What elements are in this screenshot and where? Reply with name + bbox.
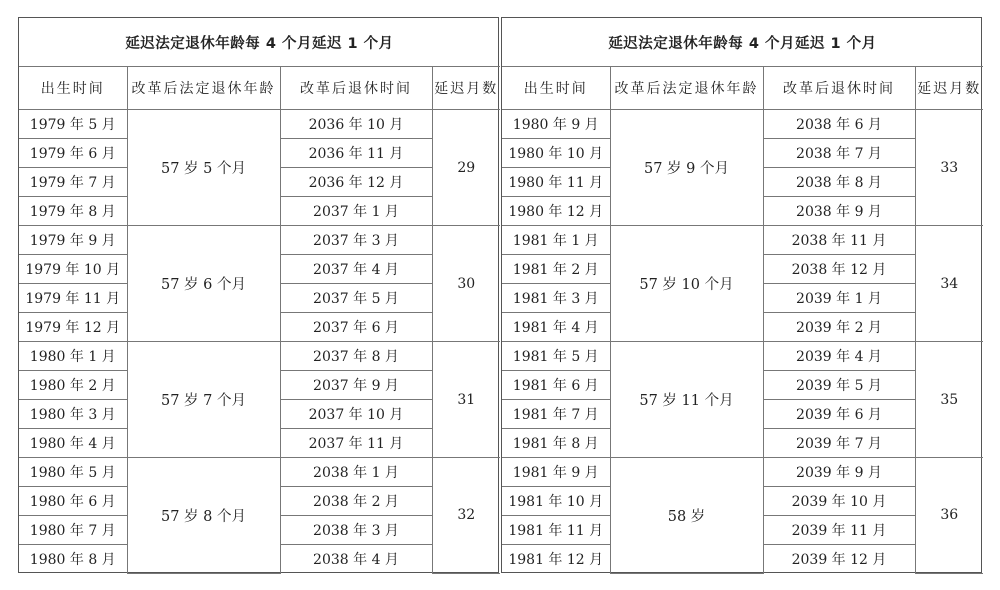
table-title-row — [502, 18, 983, 67]
delay-months-cell: 36 — [915, 458, 983, 574]
birth-date-cell: 1980 年 8 月 — [19, 545, 127, 574]
retirement-age-cell: 57 岁 11 个月 — [610, 342, 763, 458]
delay-months-cell: 33 — [915, 110, 983, 226]
retirement-date-cell: 2038 年 9 月 — [763, 197, 915, 226]
retirement-date-cell: 2037 年 9 月 — [280, 371, 432, 400]
table-row — [502, 458, 983, 487]
document-page — [18, 17, 982, 573]
birth-date-cell: 1979 年 11 月 — [19, 284, 127, 313]
table-row — [19, 226, 500, 255]
birth-date-cell: 1980 年 7 月 — [19, 516, 127, 545]
header-delay-months: 延迟月数 — [915, 67, 983, 110]
retirement-age-cell: 57 岁 9 个月 — [610, 110, 763, 226]
delay-months-cell: 35 — [915, 342, 983, 458]
birth-date-cell: 1980 年 2 月 — [19, 371, 127, 400]
retirement-date-cell: 2036 年 12 月 — [280, 168, 432, 197]
birth-date-cell: 1979 年 5 月 — [19, 110, 127, 139]
delay-months-cell: 29 — [432, 110, 500, 226]
retirement-date-cell: 2038 年 4 月 — [280, 545, 432, 574]
retirement-age-cell: 58 岁 — [610, 458, 763, 574]
retirement-date-cell: 2039 年 7 月 — [763, 429, 915, 458]
birth-date-cell: 1981 年 10 月 — [502, 487, 610, 516]
table-row — [19, 342, 500, 371]
table-title: 延迟法定退休年龄每 4 个月延迟 1 个月 — [19, 18, 500, 67]
left-retirement-table — [19, 18, 500, 574]
header-delay-months: 延迟月数 — [432, 67, 500, 110]
birth-date-cell: 1981 年 3 月 — [502, 284, 610, 313]
table-title: 延迟法定退休年龄每 4 个月延迟 1 个月 — [502, 18, 983, 67]
birth-date-cell: 1981 年 5 月 — [502, 342, 610, 371]
birth-date-cell: 1981 年 8 月 — [502, 429, 610, 458]
header-birth-date: 出生时间 — [502, 67, 610, 110]
birth-date-cell: 1980 年 10 月 — [502, 139, 610, 168]
retirement-date-cell: 2038 年 2 月 — [280, 487, 432, 516]
retirement-date-cell: 2038 年 1 月 — [280, 458, 432, 487]
birth-date-cell: 1981 年 11 月 — [502, 516, 610, 545]
retirement-date-cell: 2037 年 1 月 — [280, 197, 432, 226]
retirement-date-cell: 2037 年 8 月 — [280, 342, 432, 371]
birth-date-cell: 1981 年 2 月 — [502, 255, 610, 284]
retirement-age-cell: 57 岁 5 个月 — [127, 110, 280, 226]
delay-months-cell: 34 — [915, 226, 983, 342]
birth-date-cell: 1979 年 12 月 — [19, 313, 127, 342]
right-retirement-table — [502, 18, 983, 574]
retirement-date-cell: 2037 年 10 月 — [280, 400, 432, 429]
retirement-age-cell: 57 岁 10 个月 — [610, 226, 763, 342]
retirement-date-cell: 2036 年 10 月 — [280, 110, 432, 139]
delay-months-cell: 32 — [432, 458, 500, 574]
retirement-date-cell: 2039 年 12 月 — [763, 545, 915, 574]
retirement-age-cell: 57 岁 6 个月 — [127, 226, 280, 342]
header-retirement-age: 改革后法定退休年龄 — [610, 67, 763, 110]
retirement-date-cell: 2038 年 7 月 — [763, 139, 915, 168]
retirement-date-cell: 2039 年 6 月 — [763, 400, 915, 429]
birth-date-cell: 1979 年 9 月 — [19, 226, 127, 255]
birth-date-cell: 1979 年 7 月 — [19, 168, 127, 197]
retirement-date-cell: 2037 年 6 月 — [280, 313, 432, 342]
header-retirement-date: 改革后退休时间 — [763, 67, 915, 110]
column-header-row — [19, 67, 500, 110]
birth-date-cell: 1980 年 9 月 — [502, 110, 610, 139]
column-header-row — [502, 67, 983, 110]
table-row — [19, 458, 500, 487]
table-row — [502, 226, 983, 255]
header-retirement-age: 改革后法定退休年龄 — [127, 67, 280, 110]
retirement-date-cell: 2038 年 8 月 — [763, 168, 915, 197]
birth-date-cell: 1981 年 7 月 — [502, 400, 610, 429]
table-row — [19, 110, 500, 139]
table-row — [502, 110, 983, 139]
retirement-date-cell: 2039 年 2 月 — [763, 313, 915, 342]
birth-date-cell: 1979 年 8 月 — [19, 197, 127, 226]
retirement-date-cell: 2036 年 11 月 — [280, 139, 432, 168]
header-retirement-date: 改革后退休时间 — [280, 67, 432, 110]
header-birth-date: 出生时间 — [19, 67, 127, 110]
retirement-date-cell: 2039 年 11 月 — [763, 516, 915, 545]
table-row — [502, 342, 983, 371]
birth-date-cell: 1980 年 5 月 — [19, 458, 127, 487]
birth-date-cell: 1981 年 9 月 — [502, 458, 610, 487]
retirement-date-cell: 2037 年 3 月 — [280, 226, 432, 255]
birth-date-cell: 1980 年 11 月 — [502, 168, 610, 197]
birth-date-cell: 1981 年 4 月 — [502, 313, 610, 342]
retirement-date-cell: 2037 年 11 月 — [280, 429, 432, 458]
retirement-date-cell: 2038 年 11 月 — [763, 226, 915, 255]
retirement-date-cell: 2039 年 9 月 — [763, 458, 915, 487]
retirement-date-cell: 2039 年 4 月 — [763, 342, 915, 371]
birth-date-cell: 1979 年 10 月 — [19, 255, 127, 284]
delay-months-cell: 30 — [432, 226, 500, 342]
birth-date-cell: 1980 年 6 月 — [19, 487, 127, 516]
retirement-date-cell: 2038 年 3 月 — [280, 516, 432, 545]
birth-date-cell: 1979 年 6 月 — [19, 139, 127, 168]
left-table-panel — [18, 17, 499, 573]
birth-date-cell: 1980 年 1 月 — [19, 342, 127, 371]
retirement-date-cell: 2037 年 5 月 — [280, 284, 432, 313]
table-title-row — [19, 18, 500, 67]
retirement-date-cell: 2039 年 10 月 — [763, 487, 915, 516]
right-table-panel — [501, 17, 982, 573]
birth-date-cell: 1980 年 12 月 — [502, 197, 610, 226]
birth-date-cell: 1980 年 4 月 — [19, 429, 127, 458]
retirement-date-cell: 2038 年 6 月 — [763, 110, 915, 139]
birth-date-cell: 1980 年 3 月 — [19, 400, 127, 429]
birth-date-cell: 1981 年 6 月 — [502, 371, 610, 400]
retirement-age-cell: 57 岁 7 个月 — [127, 342, 280, 458]
retirement-date-cell: 2037 年 4 月 — [280, 255, 432, 284]
birth-date-cell: 1981 年 1 月 — [502, 226, 610, 255]
retirement-date-cell: 2039 年 1 月 — [763, 284, 915, 313]
retirement-date-cell: 2039 年 5 月 — [763, 371, 915, 400]
delay-months-cell: 31 — [432, 342, 500, 458]
birth-date-cell: 1981 年 12 月 — [502, 545, 610, 574]
retirement-age-cell: 57 岁 8 个月 — [127, 458, 280, 574]
retirement-date-cell: 2038 年 12 月 — [763, 255, 915, 284]
